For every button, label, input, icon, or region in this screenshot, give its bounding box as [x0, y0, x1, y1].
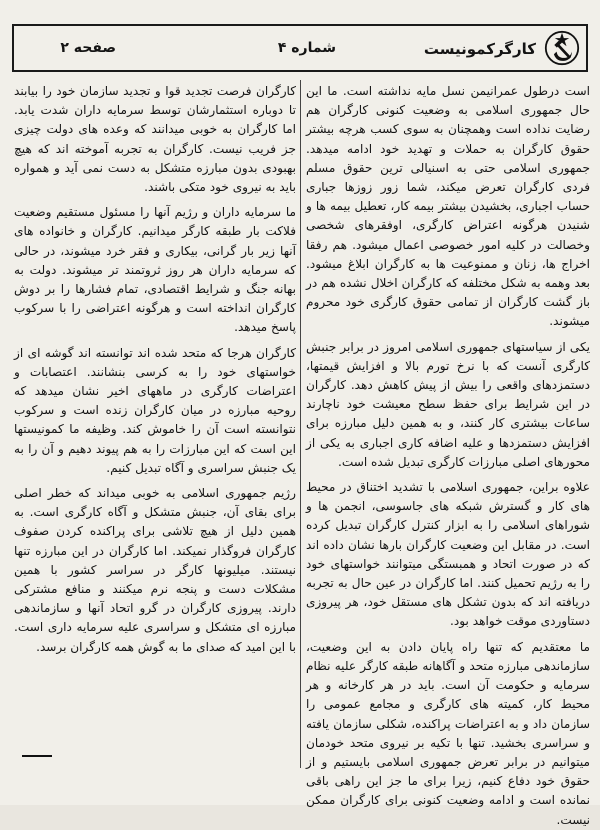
paragraph: رژیم جمهوری اسلامی به خوبی میداند که خطر اصلی برای بقای آن، جنبش متشکل و آگاه کارگری است. به همین دلیل از هیچ تلاشی برای پراکنده کردن صفوف کارگران فروگذار نمیکند. اما کارگران در این مبارزه تنها نیستند. میلیونها کارگر در سراسر کشور با همین مشکلات دست و پنجه نرم میکنند و منافع مشترکی دارند. پیروزی کارگران در گرو اتحاد آنها و سازماندهی مبارزه ای متشکل و سراسری علیه سرمایه داری است. با این امید که صدای ما به گوش همه کارگران برسد.	[14, 486, 296, 654]
page-number: صفحه ۲	[60, 40, 116, 56]
paragraph: است درطول عمرانیمن نسل مایه نداشته است. ما این حال جمهوری اسلامی به وضعیت کنونی کارگران هم رضایت نداده است وهمچنان به سوی کسب هرچه بیشتر حقوق کارگران به حملات و تهدید خود ادامه میدهد. جمهوری اسلامی حتی به اسنیالی ترین حقوق مسلم فردی کارگران تعرض میکند، شما زور زوزها جباری حساب اجباری، بخشیدن بیشتر بیمه کار، تعطیل بیمه ها و شنیدن هرگونه اعتراض کارگری، اوفقرهای شخصی وخصالت در کلیه امور خصوصی اعمال میشود. هم رفقا اخراج ها، زنان و ممنوعیت ها به کارگران ابلاغ میشود. بعد وهمه به شکل مختلفه که کارگران اخلال نشده هم در باز گشت کارگران از تمامی حقوق کارگری خود محروم میشوند.	[306, 84, 590, 329]
paragraph: ما معتقدیم که تنها راه پایان دادن به این وضعیت، سازماندهی مبارزه متحد و آگاهانه طبقه کارگر علیه نظام سرمایه و حکومت آن است. باید در هر کارخانه و هر محیط کار، کمیته های کارگری و مجامع عمومی را سازمان داد و به اعتراضات پراکنده، شکلی سازمان یافته و سراسری بخشید. تنها با تکیه بر نیروی متحد خودمان میتوانیم در برابر تعرض جمهوری اسلامی بایستیم و از حقوق خود دفاع کنیم، زیرا برای ما جز این راهی باقی نمانده است و ادامه وضعیت کنونی برای کارگران ممکن نیست.	[306, 639, 590, 827]
masthead	[12, 24, 588, 72]
hammer-sickle-icon	[544, 30, 580, 66]
article-column-left	[14, 82, 296, 772]
paragraph: علاوه براین، جمهوری اسلامی با تشدید اختناق در محیط های کار و گسترش شبکه های جاسوسی، انجمن ها و شوراهای اسلامی را به ابزار کنترل کارگران تبدیل کرده است. در مقابل این وضعیت کارگران بارها نشان داده اند که در صورت اتحاد و همبستگی میتوانند خواستهای خود را به رژیم تحمیل کنند. اما کارگران در عین حال به تجربه دریافته اند که بدون تشکل های مستقل خود، هر پیروزی دستاوردی موقت خواهد بود.	[306, 480, 590, 629]
paragraph: ما سرمایه داران و رژیم آنها را مسئول مستقیم وضعیت فلاکت بار طبقه کارگر میدانیم. کارگران و خانواده های آنها زیر بار گرانی، بیکاری و فقر خرد میشوند، در حالی که سرمایه داران هر روز ثروتمند تر میشوند. دولت به بهانه جنگ و شرایط اقتصادی، تمام فشارها را بر دوش کارگران انداخته است و هرگونه اعتراضی را با سرکوب پاسخ میدهد.	[14, 205, 296, 335]
paragraph: کارگران فرصت تجدید قوا و تجدید سازمان خود را بیابند تا دوباره استثمارشان توسط سرمایه داران شدت یابد. اما کارگران به خوبی میدانند که وعده های دولت چیزی جز فریب نیست. کارگران به تجربه آموخته اند که هیچ بهبودی بدون مبارزه متشکل به دست نمی آید و همواره باید به نیروی خود متکی باشند.	[14, 84, 296, 195]
paragraph: کارگران هرجا که متحد شده اند توانسته اند گوشه ای از خواستهای خود را به کرسی بنشانند. اعتصابات و اعتراضات کارگری در ماههای اخیر نشان میدهد که روحیه مبارزه در میان کارگران زنده است و سرکوب نتوانسته است آن را خاموش کند. وظیفه ما کمونیستها این است که این مبارزات را به هم پیوند دهیم و آن را به یک جنبش سراسری و آگاه تبدیل کنیم.	[14, 345, 296, 475]
issue-number: شماره ۴	[277, 40, 336, 56]
paragraph: یکی از سیاستهای جمهوری اسلامی امروز در برابر جنبش کارگری آنست که با نرخ تورم بالا و افزایش قیمتها، دستمزدهای واقعی را بیش از پیش کاهش دهد. کارگران در این شرایط برای حفظ سطح معیشت خود ناچارند ساعات بیشتری کار کنند، و به همین دلیل مبارزه برای افزایش دستمزدها و علیه اضافه کاری اجباری به یکی از محورهای اصلی مبارزات کارگری تبدیل شده است.	[306, 339, 590, 469]
article-column-right	[306, 82, 590, 827]
paper-name: کارگرکمونیست	[423, 40, 536, 58]
column-divider	[300, 80, 301, 768]
end-mark-icon	[22, 752, 52, 760]
